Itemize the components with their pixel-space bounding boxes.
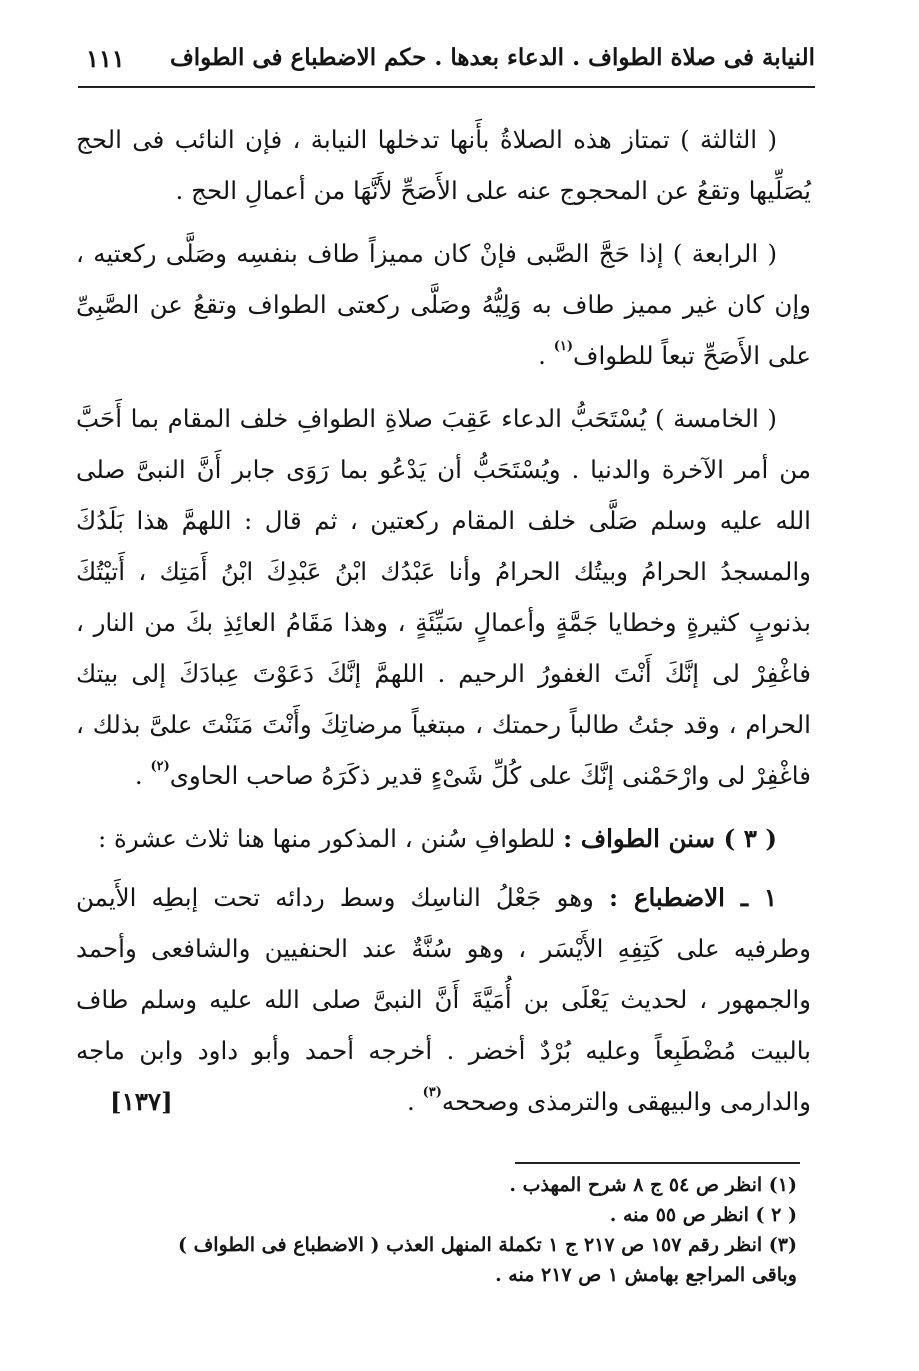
paragraph-fourth <box>76 228 811 381</box>
footnotes <box>140 1170 797 1290</box>
page-number: ١١١ <box>86 44 125 73</box>
paragraph-text: ( الرابعة ) إذا حَجَّ الصَّبى فإنْ كان مميزاً طاف بنفسِه وصَلَّى ركعتيه ، وإن كان غير مميز طاف به وَلِيُّهُ وصَلَّى ركعتى الطواف وتقعُ عن الصَّبِىِّ على الأَصَحِّ تبعاً للطواف <box>76 239 811 370</box>
footnote-ref: (٣) <box>422 1085 442 1100</box>
paragraph-third <box>76 114 811 216</box>
paragraph-idtiba <box>76 872 811 1127</box>
main-text <box>76 114 811 1139</box>
item-heading: ١ ـ الاضطباع : <box>608 883 777 912</box>
footnote-1: (١) انظر ص ٥٤ ج ٨ شرح المهذب . <box>509 1174 797 1196</box>
section-heading: ( ٣ ) سنن الطواف : <box>563 824 777 853</box>
header-divider <box>78 86 815 88</box>
paragraph-end: . <box>134 761 151 790</box>
section-heading-paragraph <box>76 813 811 864</box>
running-header <box>78 40 815 80</box>
paragraph-end: . <box>538 341 554 370</box>
paragraph-fifth <box>76 393 811 801</box>
running-title: النيابة فى صلاة الطواف . الدعاء بعدها . حكم الاضطباع فى الطواف <box>169 44 815 71</box>
footnote-3: (٣) انظر رقم ١٥٧ ص ٢١٧ ج ١ تكملة المنهل العذب ( الاضطباع فى الطواف ) <box>178 1234 797 1256</box>
footnote-ref: (١) <box>553 339 574 354</box>
footnote-2: ( ٢ ) انظر ص ٥٥ منه . <box>609 1204 797 1226</box>
paragraph-text: وهو جَعْلُ الناسِك وسط ردائه تحت إبطِه الأَيمن وطرفيه على كَتِفِهِ الأَيْسَر ، وهو سُنَّةٌ عند الحنفيين والشافعى وأحمد والجمهور ، لحديث يَعْلَى بن أُمَيَّةَ أَنَّ النبىَّ صلى الله عليه وسلم طاف بالبيت مُضْطَبِعاً وعليه بُرْدٌ أخضر . أخرجه أحمد وأبو داود وابن ماجه والدارمى والبيهقى والترمذى وصححه <box>76 883 811 1116</box>
paragraph-text: ( الخامسة ) يُسْتَحَبُّ الدعاء عَقِبَ صلاةِ الطوافِ خلف المقام بما أَحَبَّ من أمر الآخرة والدنيا . ويُسْتَحَبُّ أن يَدْعُو بما رَوَى جابر أَنَّ النبىَّ صلى الله عليه وسلم صَلَّى خلف المقام ركعتين ، ثم قال : اللهمَّ هذا بَلَدُكَ والمسجدُ الحرامُ وبيتُك الحرامُ وأنا عَبْدُك ابْنُ عَبْدِكَ ابْنُ أَمَتِك ، أَتيْتُكَ بذنوبٍ كثيرةٍ وخطايا جَمَّةٍ وأعمالٍ سَيِّئَةٍ ، وهذا مَقَامُ العائِذِ بكَ من النار ، فاغْفِرْ لى إنَّكَ أَنْتَ الغفورُ الرحيم . اللهمَّ إنَّكَ دَعَوْتَ عِبادَكَ إلى بيتك الحرام ، وقد جئتُ طالباً رحمتك ، مبتغياً مرضاتِكَ وأَنْتَ مَنَنْتَ علىَّ بذلك ، فاغْفِرْ لى وارْحَمْنى إنَّكَ على كُلِّ شَىْءٍ قدير ذكَرَهُ صاحب الحاوى <box>76 404 811 790</box>
footnote-divider <box>515 1162 800 1164</box>
footnote-3-continued: وباقى المراجع بهامش ١ ص ٢١٧ منه . <box>495 1264 797 1286</box>
paragraph-text: للطوافِ سُنن ، المذكور منها هنا ثلاث عشرة : <box>97 824 564 853</box>
footnote-ref: (٢) <box>150 759 170 774</box>
paragraph-text: ( الثالثة ) تمتاز هذه الصلاةُ بأَنها تدخلها النيابة ، فإن النائب فى الحج يُصَلِّيها وتقعُ عن المحجوج عنه على الأَصَحِّ لأَنَّهَا من أعمالِ الحج . <box>76 125 811 205</box>
paragraph-end: . <box>407 1087 423 1116</box>
hadith-marker: [١٣٧] <box>110 1087 173 1116</box>
